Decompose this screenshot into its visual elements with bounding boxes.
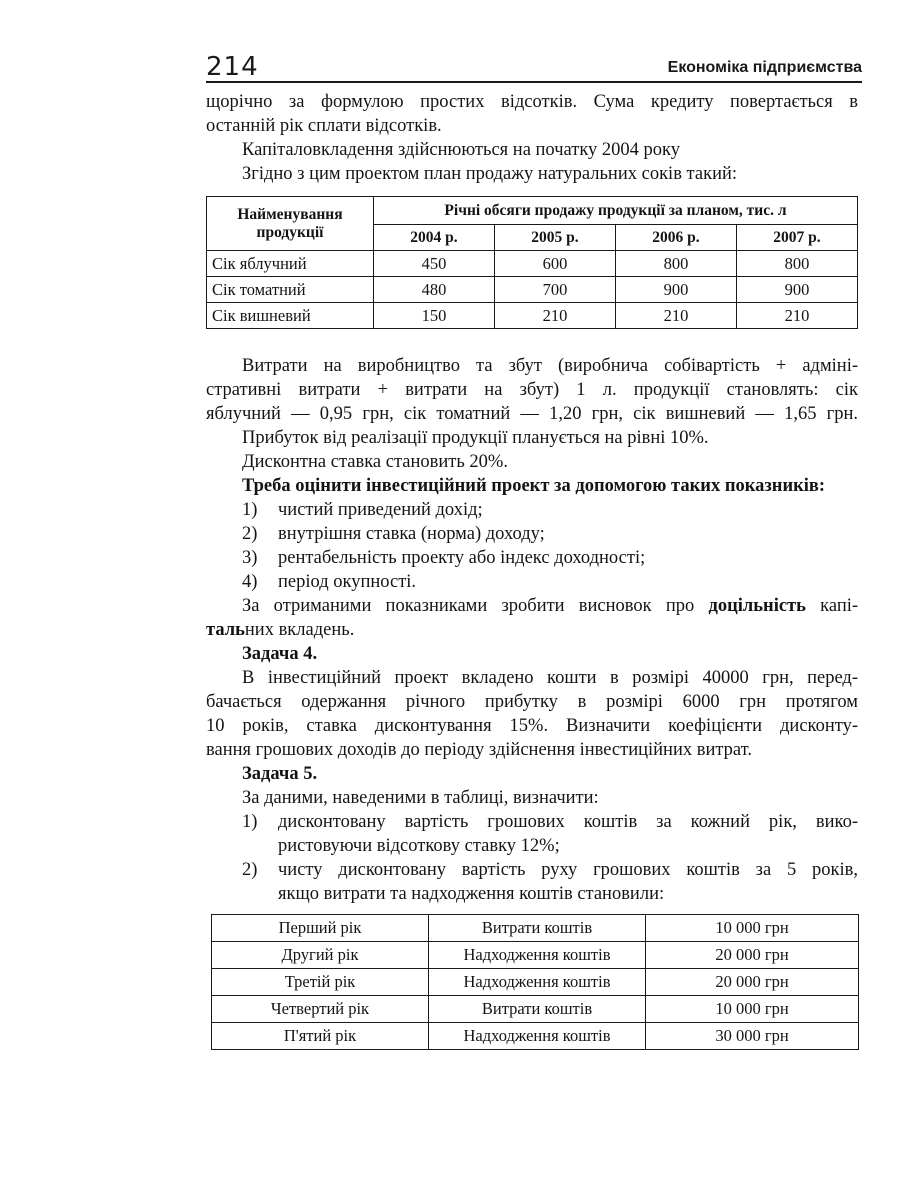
text-line: Прибуток від реалізації продукції планується на рівні 10%. — [242, 428, 709, 448]
list-number: 2) — [242, 860, 258, 880]
conclusion-bold: доцільність — [708, 596, 806, 616]
text-line: 10 років, ставка дисконтування 15%. Визначити коефіцієнти дисконту- — [206, 716, 858, 736]
text-line: За даними, наведеними в таблиці, визначити: — [242, 788, 599, 808]
table-header-group: Річні обсяги продажу продукції за планом, тис. л — [374, 197, 858, 225]
table-cell: 480 — [374, 277, 495, 303]
table-cell-type: Витрати коштів — [429, 996, 646, 1023]
list-text: дисконтовану вартість грошових коштів за кожний рік, вико- — [278, 812, 858, 832]
table-cell: 800 — [736, 251, 857, 277]
text-line: Згідно з цим проектом план продажу натуральних соків такий: — [242, 164, 738, 184]
table-cell: 210 — [736, 303, 857, 329]
text-line: яблучний — 0,95 грн, сік томатний — 1,20 грн, сік вишневий — 1,65 грн. — [206, 404, 858, 424]
table-cell-amount: 20 000 грн — [646, 969, 859, 996]
text-line: вання грошових доходів до періоду здійснення інвестиційних витрат. — [206, 740, 752, 760]
table-cell-year: Третій рік — [212, 969, 429, 996]
list-item — [242, 498, 858, 522]
table-row — [212, 942, 859, 969]
table-cell-product: Сік вишневий — [207, 303, 374, 329]
table-row — [207, 251, 858, 277]
table-cell-year: Перший рік — [212, 915, 429, 942]
list-item — [242, 546, 858, 570]
table-cell-amount: 20 000 грн — [646, 942, 859, 969]
list-number: 2) — [242, 524, 258, 544]
table-cell-product: Сік яблучний — [207, 251, 374, 277]
header-rule — [206, 81, 862, 83]
text-line: В інвестиційний проект вкладено кошти в розмірі 40000 грн, перед- — [242, 668, 858, 688]
list-item — [242, 810, 858, 834]
table-header-product: Найменування продукції — [207, 197, 374, 251]
conclusion-text: За отриманими показниками зробити висновок про — [242, 596, 695, 616]
text-line: бачається одержання річного прибутку в розмірі 6000 грн протягом — [206, 692, 858, 712]
text-line: Дисконтна ставка становить 20%. — [242, 452, 508, 472]
table-cell: 450 — [374, 251, 495, 277]
table-cell: 900 — [736, 277, 857, 303]
list-item — [242, 570, 858, 594]
list-text: рентабельність проекту або індекс доходності; — [278, 548, 646, 568]
table-cell-type: Витрати коштів — [429, 915, 646, 942]
conclusion-rest: них вкладень. — [244, 620, 355, 640]
table-cell: 800 — [615, 251, 736, 277]
sales-plan-table — [206, 196, 858, 329]
task-title: Задача 5. — [242, 764, 318, 784]
running-title: Економіка підприємства — [667, 59, 862, 76]
table-cell-type: Надходження коштів — [429, 1023, 646, 1050]
table-cell: 150 — [374, 303, 495, 329]
list-item — [242, 522, 858, 546]
list-text: чистий приведений дохід; — [278, 500, 483, 520]
text-line: Капіталовкладення здійснюються на початку 2004 року — [242, 140, 681, 160]
table-header-year: 2004 р. — [374, 225, 495, 251]
cashflow-table — [211, 914, 859, 1050]
table-cell-amount: 10 000 грн — [646, 996, 859, 1023]
list-item-continuation: ристовуючи відсоткову ставку 12%; — [278, 836, 560, 856]
list-number: 1) — [242, 500, 258, 520]
table-cell-amount: 10 000 грн — [646, 915, 859, 942]
text-line — [242, 594, 858, 618]
list-text: період окупності. — [278, 572, 417, 592]
text-line — [206, 618, 858, 642]
list-item — [242, 858, 858, 882]
text-line: щорічно за формулою простих відсотків. Сума кредиту повертається в — [206, 92, 858, 112]
table-header-year: 2007 р. — [736, 225, 857, 251]
table-row — [207, 277, 858, 303]
table-header-year: 2006 р. — [615, 225, 736, 251]
table-row — [212, 1023, 859, 1050]
requirements-heading: Треба оцінити інвестиційний проект за допомогою таких показників: — [242, 476, 826, 496]
table-cell-year: Четвертий рік — [212, 996, 429, 1023]
table-cell: 210 — [494, 303, 615, 329]
table-cell: 700 — [494, 277, 615, 303]
table-cell: 600 — [494, 251, 615, 277]
list-item-continuation: якщо витрати та надходження коштів становили: — [278, 884, 665, 904]
table-cell-type: Надходження коштів — [429, 942, 646, 969]
table-cell-type: Надходження коштів — [429, 969, 646, 996]
list-text: чисту дисконтовану вартість руху грошових коштів за 5 років, — [278, 860, 858, 880]
text-line: останній рік сплати відсотків. — [206, 116, 442, 136]
page-number: 214 — [206, 52, 259, 82]
table-header-year: 2005 р. — [494, 225, 615, 251]
conclusion-bold-2: таль — [206, 620, 245, 640]
table-cell: 210 — [615, 303, 736, 329]
table-row — [212, 915, 859, 942]
table-cell: 900 — [615, 277, 736, 303]
task-title: Задача 4. — [242, 644, 318, 664]
text-line: стративні витрати + витрати на збут) 1 л. продукції становлять: сік — [206, 380, 858, 400]
table-row — [212, 996, 859, 1023]
table-cell-year: П'ятий рік — [212, 1023, 429, 1050]
table-cell-product: Сік томатний — [207, 277, 374, 303]
list-text: внутрішня ставка (норма) доходу; — [278, 524, 545, 544]
table-row — [212, 969, 859, 996]
table-cell-year: Другий рік — [212, 942, 429, 969]
list-number: 3) — [242, 548, 258, 568]
conclusion-tail: капі- — [820, 596, 859, 616]
table-row — [207, 303, 858, 329]
list-number: 4) — [242, 572, 258, 592]
list-number: 1) — [242, 812, 258, 832]
table-cell-amount: 30 000 грн — [646, 1023, 859, 1050]
text-line: Витрати на виробництво та збут (виробнича собівартість + адміні- — [242, 356, 858, 376]
